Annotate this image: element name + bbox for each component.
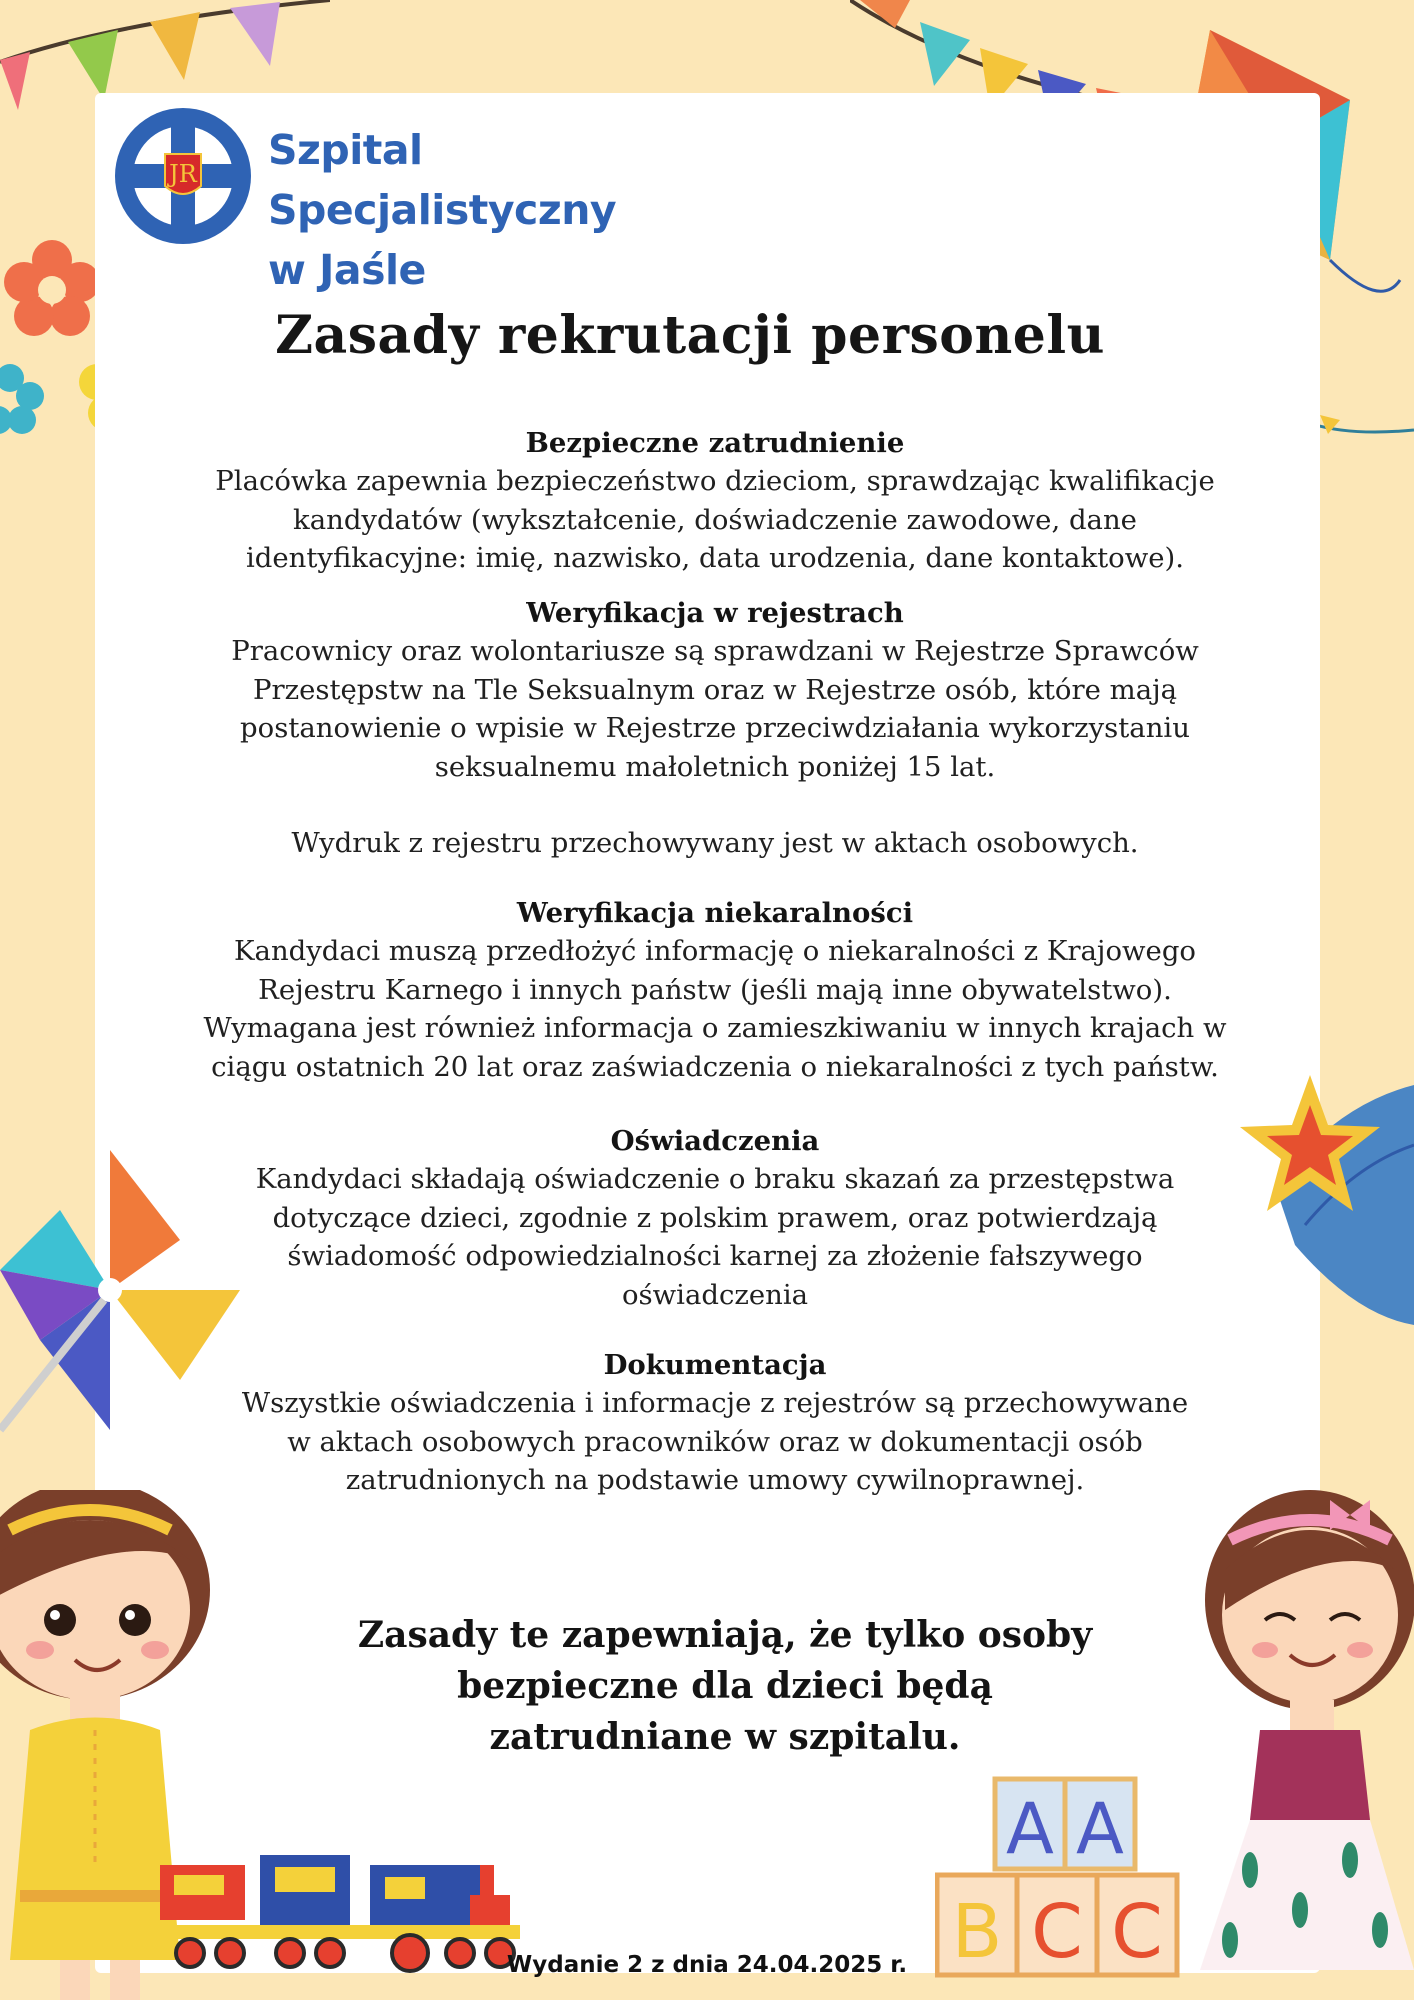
section-registry-verification xyxy=(130,594,1300,863)
section-safe-employment xyxy=(130,424,1300,578)
section-line: Kandydaci muszą przedłożyć informację o niekaralności z Krajowego xyxy=(234,935,1196,967)
section-line: dotyczące dzieci, zgodnie z polskim prawem, oraz potwierdzają xyxy=(272,1201,1158,1234)
section-line: ciągu ostatnich 20 lat oraz zaświadczenia o niekaralności z tych państw. xyxy=(211,1050,1219,1083)
closing-line: bezpieczne dla dzieci będą xyxy=(457,1665,993,1707)
section-heading: Bezpieczne zatrudnienie xyxy=(525,427,905,459)
section-declarations xyxy=(130,1122,1300,1314)
hospital-name-line2: w Jaśle xyxy=(268,246,426,294)
section-line: postanowienie o wpisie w Rejestrze przeciwdziałania wykorzystaniu xyxy=(240,712,1190,744)
section-line: Przestępstw na Tle Seksualnym oraz w Rejestrze osób, które mają xyxy=(252,673,1178,706)
closing-line: Zasady te zapewniają, że tylko osoby xyxy=(357,1614,1093,1656)
closing-statement xyxy=(270,1610,1180,1763)
section-line: kandydatów (wykształcenie, doświadczenie zawodowe, dane xyxy=(293,503,1137,536)
section-line: identyfikacyjne: imię, nazwisko, data urodzenia, dane kontaktowe). xyxy=(245,542,1184,574)
edition-footer: Wydanie 2 z dnia 24.04.2025 r. xyxy=(506,1952,908,1978)
section-heading: Weryfikacja w rejestrach xyxy=(526,597,904,629)
section-line: zatrudnionych na podstawie umowy cywilnoprawnej. xyxy=(345,1464,1085,1496)
section-line: oświadczenia xyxy=(621,1278,809,1311)
closing-line: zatrudniane w szpitalu. xyxy=(489,1716,961,1758)
section-line: w aktach osobowych pracowników oraz w dokumentacji osób xyxy=(287,1425,1143,1458)
block-letter: A xyxy=(1076,1788,1124,1870)
section-note: Wydruk z rejestru przechowywany jest w aktach osobowych. xyxy=(291,827,1139,859)
hospital-seal-icon xyxy=(113,106,253,246)
section-line: seksualnemu małoletnich poniżej 15 lat. xyxy=(434,750,996,783)
section-line: świadomość odpowiedzialności karnej za złożenie fałszywego xyxy=(287,1240,1143,1272)
section-line: Pracownicy oraz wolontariusze są sprawdzani w Rejestrze Sprawców xyxy=(231,635,1199,667)
section-documentation xyxy=(130,1346,1300,1500)
block-letter: C xyxy=(1031,1889,1083,1975)
section-line: Kandydaci składają oświadczenie o braku skazań za przestępstwa xyxy=(255,1163,1175,1195)
hospital-name-line1: Szpital Specjalistyczny xyxy=(268,126,617,234)
block-letter: A xyxy=(1006,1788,1054,1870)
section-criminal-record-check xyxy=(130,894,1300,1086)
block-letter: B xyxy=(951,1889,1003,1975)
section-heading: Weryfikacja niekaralności xyxy=(516,897,914,929)
section-line: Placówka zapewnia bezpieczeństwo dzieciom, sprawdzając kwalifikacje xyxy=(215,465,1215,497)
section-heading: Oświadczenia xyxy=(610,1125,820,1157)
girl-right-illustration xyxy=(1180,1490,1414,2000)
page-title: Zasady rekrutacji personelu xyxy=(275,305,1105,366)
section-line: Wszystkie oświadczenia i informacje z rejestrów są przechowywane xyxy=(241,1387,1189,1419)
block-letter: C xyxy=(1111,1889,1163,1975)
hospital-logo xyxy=(113,106,773,294)
section-line: Rejestru Karnego i innych państw (jeśli mają inne obywatelstwo). xyxy=(258,973,1172,1006)
section-line: Wymagana jest również informacja o zamieszkiwaniu w innych krajach w xyxy=(203,1012,1227,1044)
svg-text:JR: JR xyxy=(169,160,197,188)
section-heading: Dokumentacja xyxy=(603,1349,827,1381)
